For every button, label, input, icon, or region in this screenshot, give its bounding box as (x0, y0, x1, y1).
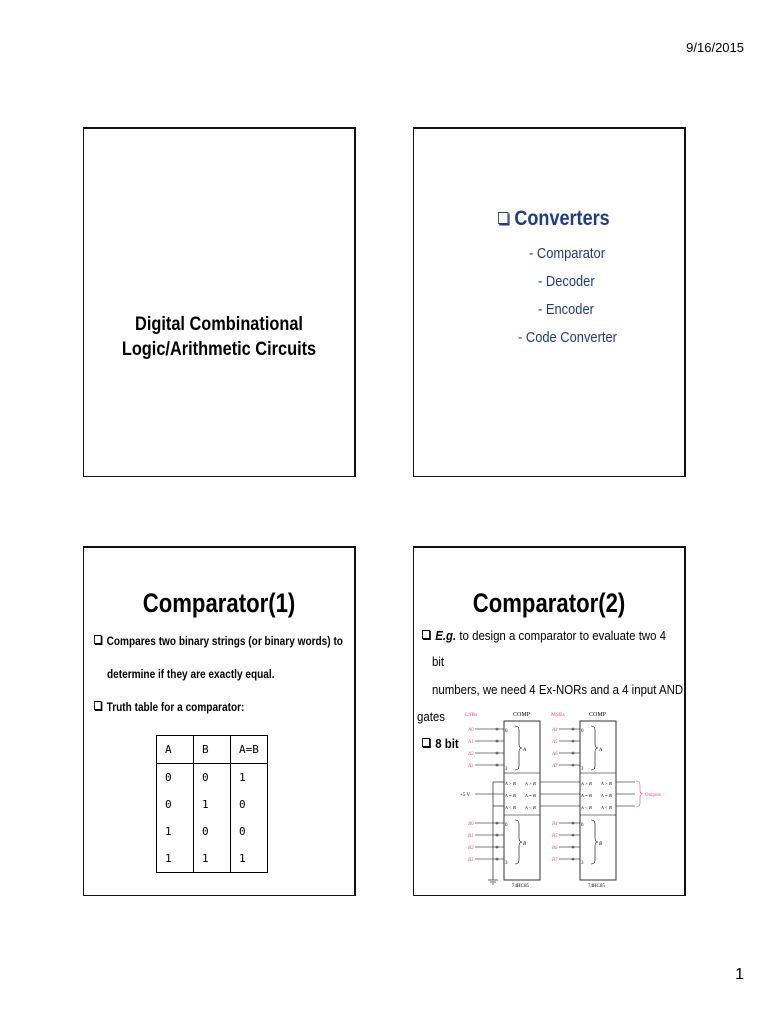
cascade-in-label: A > B (581, 781, 592, 786)
truth-table-row (157, 818, 268, 845)
group-a-label: A (523, 748, 527, 753)
vcc-label: +5 V (460, 793, 471, 798)
pin-label: 0 (505, 729, 508, 734)
right-b-input-lines (559, 822, 580, 860)
slide4-bullet1-line2: bit (432, 654, 445, 669)
slide4-eg-text: E.g. (435, 628, 457, 643)
slide-comparator-1 (83, 546, 356, 896)
input-label: A5 (552, 740, 558, 745)
checkbox-bullet-icon (94, 635, 102, 644)
truth-table-row (157, 791, 268, 818)
truth-table-cell: 0 (194, 764, 231, 792)
slide4-bullet1-line4: gates (417, 709, 445, 724)
truth-table (156, 735, 268, 873)
slide4-bullet2-text: 8 bit (435, 736, 459, 751)
slide4-bullet1-text: to design a comparator to evaluate two 4 (456, 628, 667, 643)
cascade-out-label: A = B (601, 793, 612, 798)
header-date: 9/16/2015 (686, 40, 744, 55)
truth-table-row (157, 845, 268, 873)
pin-label: 3 (581, 861, 584, 866)
input-label: A0 (468, 728, 474, 733)
slide1-title-line1: Digital Combinational (135, 314, 303, 335)
left-a-input-lines (475, 728, 504, 766)
truth-table-row (157, 764, 268, 792)
converter-item-code-converter: - Code Converter (518, 329, 617, 346)
comp-label-right: COMP (589, 712, 607, 718)
cascade-input-wiring (475, 782, 504, 884)
input-label: A1 (468, 740, 474, 745)
slide3-bullet2-text: Truth table for a comparator: (106, 700, 245, 714)
input-label: B2 (468, 846, 474, 851)
checkbox-bullet-icon (422, 630, 430, 639)
cascade-out-label: A > B (525, 781, 536, 786)
converter-item-comparator: - Comparator (529, 245, 605, 262)
slide3-bullet1-line1: Compares two binary strings (or binary words) to (106, 634, 343, 648)
truth-table-cell: 0 (157, 764, 194, 792)
left-b-input-labels (468, 822, 474, 863)
input-label: B5 (552, 834, 558, 839)
input-label: A6 (552, 752, 558, 757)
lsbs-label: LSBs (465, 712, 478, 718)
slide3-title: Comparator(1) (142, 588, 296, 618)
input-label: A2 (468, 752, 474, 757)
cascade-in-label: A = B (581, 793, 592, 798)
checkbox-bullet-icon (498, 212, 508, 224)
slide4-bullet1 (422, 628, 666, 643)
group-b-label: B (599, 842, 603, 847)
slide1-title (103, 312, 335, 362)
right-a-input-labels (551, 728, 558, 769)
pin-label: 3 (581, 767, 584, 772)
truth-table-cell: 1 (194, 791, 231, 818)
right-a-input-lines (559, 728, 580, 766)
cascade-out-label: A < B (601, 805, 612, 810)
truth-table-cell: 0 (231, 818, 268, 845)
converters-heading (498, 207, 610, 231)
checkbox-bullet-icon (422, 738, 430, 747)
converters-heading-text: Converters (514, 207, 610, 230)
slide1-title-line2: Logic/Arithmetic Circuits (121, 339, 317, 360)
checkbox-bullet-icon (94, 701, 102, 710)
cascade-in-label: A < B (505, 805, 516, 810)
slide4-bullet2 (422, 736, 459, 751)
chip-label-right: 74HC85 (588, 884, 605, 889)
input-label: A7 (552, 764, 558, 769)
pin-label: 0 (581, 823, 584, 828)
comparator-chip-right (580, 712, 616, 889)
slide3-bullet1 (94, 634, 343, 648)
cascade-out-label: A = B (525, 793, 536, 798)
pin-label: 0 (581, 729, 584, 734)
truth-table-header-row (157, 736, 268, 764)
slide4-bullet1-line3: numbers, we need 4 Ex-NORs and a 4 input AND (432, 682, 684, 697)
cascade-connections (540, 782, 580, 806)
truth-table-cell: 0 (231, 791, 268, 818)
cascade-in-label: A = B (505, 793, 516, 798)
cascade-out-label: A > B (601, 781, 612, 786)
output-lines (616, 782, 635, 806)
group-b-label: B (523, 842, 527, 847)
cascade-in-label: A > B (505, 781, 516, 786)
input-label: B3 (468, 858, 474, 863)
left-a-input-labels (467, 728, 474, 769)
outputs-brace (636, 781, 643, 807)
page-number: 1 (735, 966, 744, 983)
truth-table-header: A=B (231, 736, 268, 764)
input-label: B1 (468, 834, 474, 839)
converter-item-encoder: - Encoder (538, 301, 594, 318)
cascade-in-label: A < B (581, 805, 592, 810)
converter-item-decoder: - Decoder (538, 273, 595, 290)
pin-label: 3 (505, 767, 508, 772)
chip-label-left: 74HC85 (512, 884, 529, 889)
slide-title-card (83, 127, 356, 477)
input-label: B7 (552, 858, 558, 863)
slide3-bullet2 (94, 700, 244, 714)
input-label: B0 (468, 822, 474, 827)
input-label: A3 (468, 764, 474, 769)
slide-comparator-2 (413, 546, 686, 896)
input-label: B4 (552, 822, 558, 827)
msbs-label: MSBs (551, 712, 565, 718)
truth-table-cell: 0 (157, 791, 194, 818)
cascaded-comparator-diagram (457, 708, 687, 890)
input-label: A4 (552, 728, 558, 733)
truth-table-header: A (157, 736, 194, 764)
truth-table-cell: 1 (157, 818, 194, 845)
input-label: B6 (552, 846, 558, 851)
outputs-label: Outputs (645, 793, 661, 798)
slide-converters (413, 127, 686, 477)
pin-label: 0 (505, 823, 508, 828)
right-b-input-labels (552, 822, 558, 863)
truth-table-cell: 0 (194, 818, 231, 845)
truth-table-header: B (194, 736, 231, 764)
slide3-bullet1-line2: determine if they are exactly equal. (107, 667, 275, 681)
cascade-out-label: A < B (525, 805, 536, 810)
slide4-title: Comparator(2) (472, 588, 626, 618)
truth-table-cell: 1 (231, 764, 268, 792)
truth-table-cell: 1 (157, 845, 194, 873)
group-a-label: A (599, 748, 603, 753)
left-b-input-lines (475, 822, 504, 860)
truth-table-cell: 1 (231, 845, 268, 873)
pin-label: 3 (505, 861, 508, 866)
comparator-chip-left (504, 712, 540, 889)
truth-table-cell: 1 (194, 845, 231, 873)
comp-label-left: COMP (513, 712, 531, 718)
